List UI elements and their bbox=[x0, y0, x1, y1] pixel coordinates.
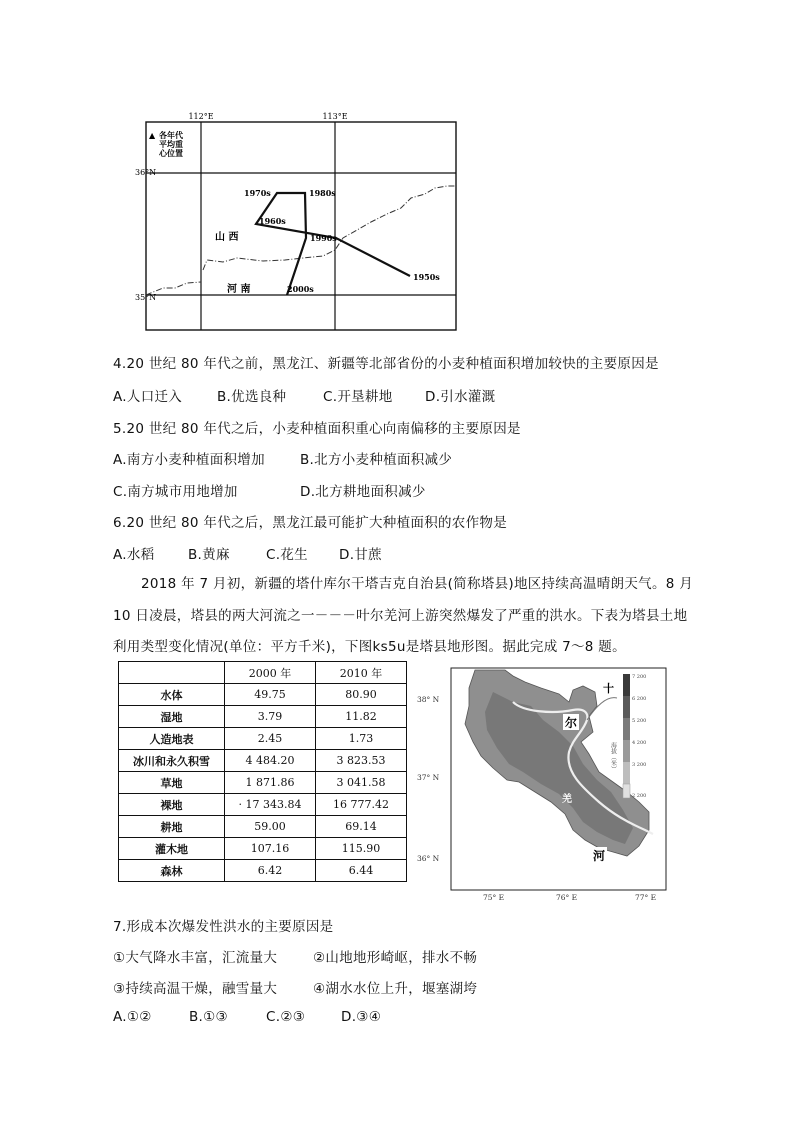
cell-2000: 59.00 bbox=[225, 816, 316, 838]
cell-2010: 6.44 bbox=[316, 860, 407, 882]
region-shanxi: 山 西 bbox=[215, 232, 239, 243]
q7-option-d[interactable]: D.③④ bbox=[341, 1009, 382, 1025]
table-row bbox=[119, 816, 407, 838]
q5-option-c[interactable]: C.南方城市用地增加 bbox=[113, 484, 238, 500]
cell-2000: · 17 343.84 bbox=[225, 794, 316, 816]
q5-option-b[interactable]: B.北方小麦种植面积减少 bbox=[300, 452, 453, 468]
cell-2000: 49.75 bbox=[225, 684, 316, 706]
row-label: 水体 bbox=[119, 684, 225, 706]
map-legend bbox=[149, 130, 184, 158]
passage-line-1: 2018 年 7 月初，新疆的塔什库尔干塔吉克自治县(简称塔县)地区持续高温晴朗天气。8 月 bbox=[141, 576, 694, 592]
q4-option-b[interactable]: B.优选良种 bbox=[217, 389, 287, 405]
row-label: 森林 bbox=[119, 860, 225, 882]
point-label-2000s: 2000s bbox=[287, 284, 314, 294]
scale-symbol: 十 bbox=[603, 682, 614, 695]
lat-label-36: 36°N bbox=[135, 168, 157, 177]
q5-option-a[interactable]: A.南方小麦种植面积增加 bbox=[113, 452, 265, 468]
cell-2000: 107.16 bbox=[225, 838, 316, 860]
table-row bbox=[119, 860, 407, 882]
lon-label-76: 76° E bbox=[556, 893, 578, 902]
row-label: 人造地表 bbox=[119, 728, 225, 750]
centroid-track bbox=[256, 193, 410, 295]
point-label-1980s: 1980s bbox=[309, 188, 336, 198]
q4-option-c[interactable]: C.开垦耕地 bbox=[323, 389, 393, 405]
q4-stem: 4.20 世纪 80 年代之前，黑龙江、新疆等北部省份的小麦种植面积增加较快的主要原因是 bbox=[113, 356, 659, 372]
q7-option-c[interactable]: C.②③ bbox=[266, 1009, 306, 1025]
province-boundary bbox=[203, 186, 456, 270]
cell-2010: 1.73 bbox=[316, 728, 407, 750]
q7-option-b[interactable]: B.①③ bbox=[189, 1009, 228, 1025]
row-label: 耕地 bbox=[119, 816, 225, 838]
table-row bbox=[119, 750, 407, 772]
river-char-1: 尔 bbox=[565, 716, 578, 730]
tax-county-terrain-map bbox=[413, 662, 668, 904]
cell-2000: 2.45 bbox=[225, 728, 316, 750]
lat-label-35: 35°N bbox=[135, 293, 157, 302]
legend-val-4: 4 200 bbox=[632, 740, 647, 746]
legend-title: 海拔（米） bbox=[609, 742, 617, 772]
row-label: 裸地 bbox=[119, 794, 225, 816]
region-henan: 河 南 bbox=[227, 284, 251, 295]
table-header-blank bbox=[119, 662, 225, 684]
legend-val-1: 7 200 bbox=[632, 674, 647, 680]
legend-swatch-5 bbox=[623, 762, 630, 784]
legend-swatch-6 bbox=[623, 784, 630, 798]
q4-option-d[interactable]: D.引水灌溉 bbox=[425, 389, 496, 405]
cell-2000: 6.42 bbox=[225, 860, 316, 882]
legend-line-2: 平均重 bbox=[159, 139, 183, 149]
cell-2000: 4 484.20 bbox=[225, 750, 316, 772]
lon-label-112: 112°E bbox=[188, 112, 214, 121]
lon-label-113: 113°E bbox=[322, 112, 348, 121]
q6-option-d[interactable]: D.甘蔗 bbox=[339, 547, 382, 563]
table-header-2010: 2010 年 bbox=[316, 662, 407, 684]
q7-item-1: ①大气降水丰富，汇流量大 bbox=[113, 950, 278, 966]
cell-2010: 69.14 bbox=[316, 816, 407, 838]
legend-val-5: 3 200 bbox=[632, 762, 647, 768]
lon-label-75: 75° E bbox=[483, 893, 505, 902]
legend-val-6: 2 200 bbox=[632, 793, 647, 799]
table-row bbox=[119, 728, 407, 750]
legend-swatch-1 bbox=[623, 674, 630, 696]
land-use-table-wrap bbox=[118, 661, 408, 898]
wheat-centroid-map bbox=[135, 110, 465, 335]
passage-line-2: 10 日凌晨，塔县的两大河流之一－－－叶尔羌河上游突然爆发了严重的洪水。下表为塔县土地 bbox=[113, 608, 688, 624]
cell-2010: 16 777.42 bbox=[316, 794, 407, 816]
cell-2010: 11.82 bbox=[316, 706, 407, 728]
q7-item-2: ②山地地形崎岖，排水不畅 bbox=[313, 950, 478, 966]
legend-line-3: 心位置 bbox=[159, 148, 183, 158]
map-frame bbox=[146, 122, 456, 330]
legend-val-2: 6 200 bbox=[632, 696, 647, 702]
lat-label-37: 37° N bbox=[417, 773, 440, 782]
row-label: 湿地 bbox=[119, 706, 225, 728]
point-label-1990s: 1990s bbox=[310, 233, 337, 243]
q7-stem: 7.形成本次爆发性洪水的主要原因是 bbox=[113, 919, 334, 935]
q6-option-b[interactable]: B.黄麻 bbox=[188, 547, 230, 563]
lat-label-38: 38° N bbox=[417, 695, 440, 704]
passage-line-3: 利用类型变化情况(单位：平方千米)，下图ks5u是塔县地形图。据此完成 7～8 题。 bbox=[113, 639, 626, 655]
cell-2010: 3 041.58 bbox=[316, 772, 407, 794]
table-row bbox=[119, 684, 407, 706]
q7-item-4: ④湖水水位上升，堰塞湖垮 bbox=[313, 981, 478, 997]
lon-label-77: 77° E bbox=[635, 893, 657, 902]
row-label: 灌木地 bbox=[119, 838, 225, 860]
q7-option-a[interactable]: A.①② bbox=[113, 1009, 152, 1025]
table-header-row bbox=[119, 662, 407, 684]
q5-stem: 5.20 世纪 80 年代之后，小麦种植面积重心向南偏移的主要原因是 bbox=[113, 421, 521, 437]
q7-item-3: ③持续高温干燥，融雪量大 bbox=[113, 981, 278, 997]
point-label-1960s: 1960s bbox=[259, 216, 286, 226]
legend-marker-icon: ▲ bbox=[149, 130, 156, 140]
table-row bbox=[119, 772, 407, 794]
legend-swatch-2 bbox=[623, 696, 630, 718]
river-char-3: 河 bbox=[593, 849, 606, 863]
point-label-1970s: 1970s bbox=[244, 188, 271, 198]
legend-swatch-3 bbox=[623, 718, 630, 740]
lat-label-36: 36° N bbox=[417, 854, 440, 863]
table-header-2000: 2000 年 bbox=[225, 662, 316, 684]
row-label: 草地 bbox=[119, 772, 225, 794]
q6-stem: 6.20 世纪 80 年代之后，黑龙江最可能扩大种植面积的农作物是 bbox=[113, 515, 508, 531]
cell-2000: 3.79 bbox=[225, 706, 316, 728]
legend-line-1: 各年代 bbox=[159, 130, 183, 140]
cell-2000: 1 871.86 bbox=[225, 772, 316, 794]
table-row bbox=[119, 706, 407, 728]
river-char-2: 羌 bbox=[562, 794, 572, 805]
table-row bbox=[119, 794, 407, 816]
table-row bbox=[119, 838, 407, 860]
row-label: 冰川和永久积雪 bbox=[119, 750, 225, 772]
cell-2010: 3 823.53 bbox=[316, 750, 407, 772]
cell-2010: 80.90 bbox=[316, 684, 407, 706]
cell-2010: 115.90 bbox=[316, 838, 407, 860]
q5-option-d[interactable]: D.北方耕地面积减少 bbox=[300, 484, 426, 500]
point-label-1950s: 1950s bbox=[413, 272, 440, 282]
q6-option-c[interactable]: C.花生 bbox=[266, 547, 308, 563]
q6-option-a[interactable]: A.水稻 bbox=[113, 547, 155, 563]
q4-option-a[interactable]: A.人口迁入 bbox=[113, 389, 183, 405]
land-use-table bbox=[118, 661, 407, 882]
legend-swatch-4 bbox=[623, 740, 630, 762]
legend-val-3: 5 200 bbox=[632, 718, 647, 724]
